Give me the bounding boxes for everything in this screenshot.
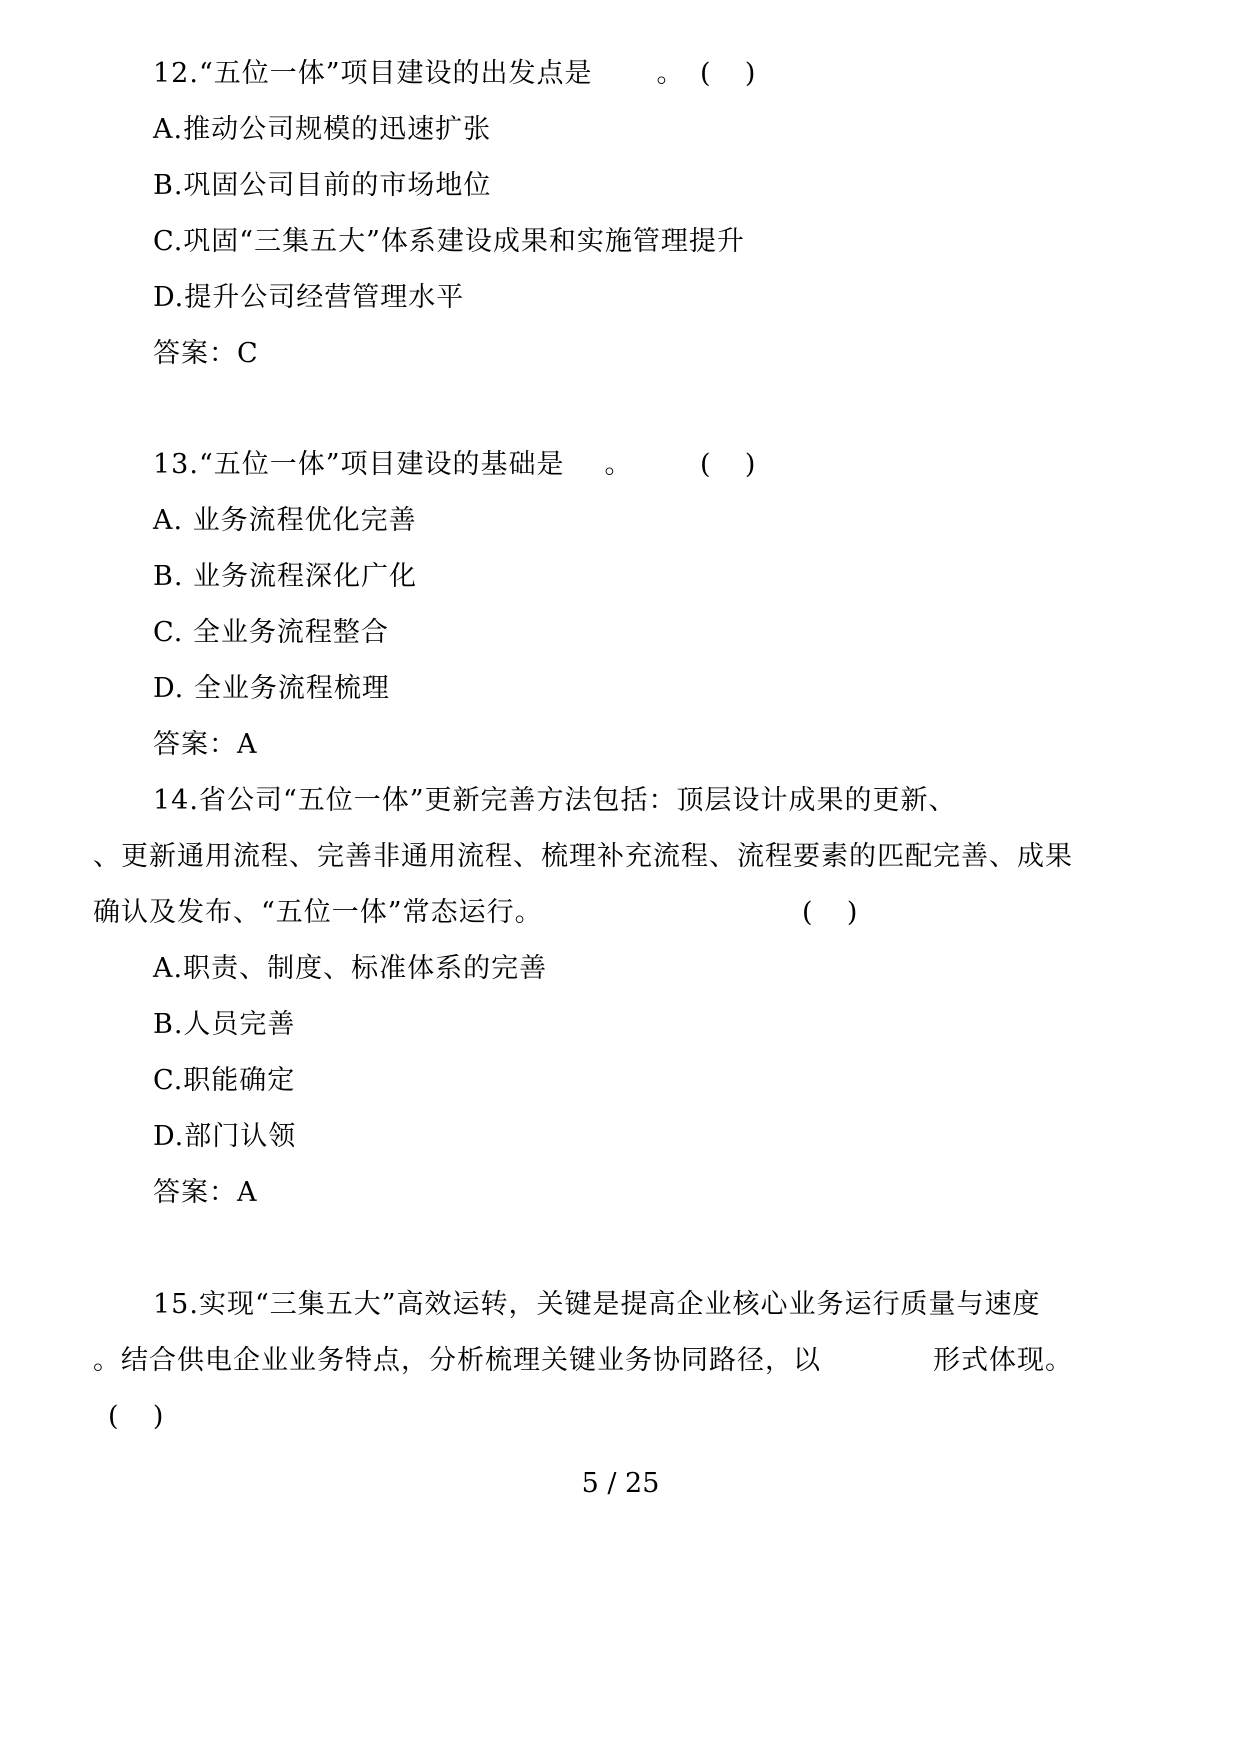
question-14-option-d: D.部门认领	[153, 1121, 297, 1152]
question-14-answer-paren: ( )	[802, 897, 858, 928]
question-12-option-a: A.推动公司规模的迅速扩张	[153, 114, 492, 145]
question-15-stem-line-1: 15.实现“三集五大”高效运转，关键是提高企业核心业务运行质量与速度	[153, 1289, 1041, 1320]
question-14-option-b: B.人员完善	[153, 1009, 296, 1040]
question-14-answer: 答案：A	[153, 1177, 258, 1208]
page-number: 5 / 25	[581, 1468, 660, 1499]
question-12-option-d: D.提升公司经营管理水平	[153, 282, 465, 313]
question-12-answer-paren: ( )	[700, 58, 756, 89]
question-14-option-a: A.职责、制度、标准体系的完善	[153, 953, 548, 984]
question-13-option-d: D. 全业务流程梳理	[153, 673, 390, 704]
question-13-option-a: A. 业务流程优化完善	[153, 505, 417, 536]
question-13-option-c: C. 全业务流程整合	[153, 617, 389, 648]
question-14-stem-line-3: 确认及发布、“五位一体”常态运行。	[93, 897, 543, 928]
question-14-option-c: C.职能确定	[153, 1065, 296, 1096]
question-12-option-b: B.巩固公司目前的市场地位	[153, 170, 492, 201]
question-13-answer: 答案：A	[153, 729, 258, 760]
question-13-option-b: B. 业务流程深化广化	[153, 561, 418, 592]
question-13-stem: 13.“五位一体”项目建设的基础是 。	[153, 449, 633, 480]
question-15-stem-line-2: 。结合供电企业业务特点，分析梳理关键业务协同路径，以 形式体现。	[93, 1345, 1073, 1376]
question-12-answer: 答案：C	[153, 338, 259, 369]
question-14-stem-line-1: 14.省公司“五位一体”更新完善方法包括：顶层设计成果的更新、	[153, 785, 957, 816]
question-12-stem: 12.“五位一体”项目建设的出发点是 。	[153, 58, 685, 89]
question-15-answer-paren: ( )	[108, 1401, 164, 1432]
question-14-stem-line-2: 、更新通用流程、完善非通用流程、梳理补充流程、流程要素的匹配完善、成果	[93, 841, 1073, 872]
question-13-answer-paren: ( )	[700, 449, 756, 480]
question-12-option-c: C.巩固“三集五大”体系建设成果和实施管理提升	[153, 226, 745, 257]
